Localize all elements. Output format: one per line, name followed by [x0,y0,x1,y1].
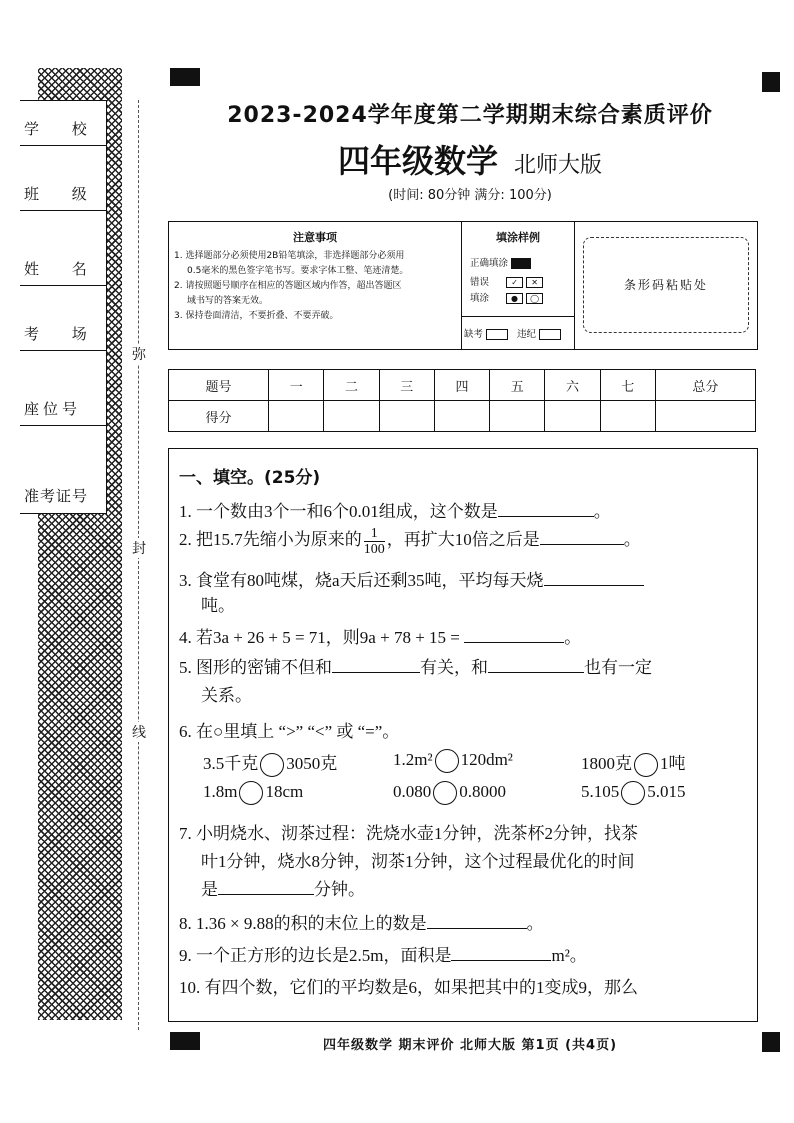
notice-line-2: 0.5毫米的黑色签字笔书写。要求字体工整、笔迹清楚。 [187,266,409,276]
score-cell[interactable] [324,401,379,432]
score-col-7: 七 [600,370,655,401]
score-cell[interactable] [545,401,600,432]
question-section-box [168,448,758,1022]
cross-mark-icon: ✕ [526,277,543,288]
answer-blank-q2[interactable] [540,530,624,545]
answer-blank-q9[interactable] [451,946,551,961]
seal-word-3: 线 [132,722,146,742]
score-cell[interactable] [269,401,324,432]
score-cell[interactable] [600,401,655,432]
check-mark-icon: ✓ [506,277,523,288]
subject-title [150,136,790,182]
subject-name: 四年级数学 [337,142,498,180]
question-8: 8. 1.36 × 9.88的积的末位上的数是 。 [179,914,544,933]
question-3: 3. 食堂有80吨煤，烧a天后还剩35吨，平均每天烧 [179,566,644,591]
seal-word-2: 封 [132,538,146,558]
score-col-2: 二 [324,370,379,401]
answer-blank-q1[interactable] [498,502,594,517]
question-7-cont-1: 叶1分钟，烧水8分钟，沏茶1分钟，这个过程最优化的时间 [201,852,635,871]
wrong-fill-1: 错误 ✓ ✕ [470,274,543,288]
question-10: 10. 有四个数，它们的平均数是6，如果把其中的1变成9，那么 [179,978,638,997]
field-school[interactable]: 学 校 [20,101,106,146]
compare-item-4: 1.8m 18cm [203,781,303,805]
answer-blank-q5b[interactable] [488,658,584,673]
notice-heading: 注意事项 [293,231,337,244]
score-col-label: 题号 [169,370,269,401]
answer-blank-q4[interactable] [464,628,564,643]
empty-circle-icon: ◯ [526,293,543,304]
compare-item-5: 0.080 0.8000 [393,781,506,805]
score-cell[interactable] [434,401,489,432]
question-4: 4. 若3a + 26 + 5 = 71，则9a + 78 + 15 = 。 [179,628,582,647]
page-footer: 四年级数学 期末评价 北师大版 第1页 (共4页) [322,1038,618,1053]
score-value-row [169,401,756,432]
score-header-row [169,370,756,401]
fill-heading: 填涂样例 [496,231,540,244]
field-exam-id[interactable]: 准考证号 [20,426,106,512]
notice-box [168,221,758,350]
answer-blank-q8[interactable] [427,914,527,929]
compare-item-2: 1.2m² 120dm² [393,749,513,773]
field-seat-number[interactable]: 座位号 [20,351,106,426]
notice-items [169,222,462,349]
field-exam-room[interactable]: 考 场 [20,286,106,351]
question-5: 5. 图形的密铺不但和 有关，和 也有一定 [179,658,652,677]
absent-violation-row: 缺考 违纪 [464,326,561,340]
score-col-3: 三 [379,370,434,401]
score-cell[interactable] [490,401,545,432]
score-cell[interactable] [655,401,755,432]
filled-dot-icon: ● [506,293,523,304]
compare-item-1: 3.5千克 3050克 [203,749,337,777]
question-7-cont-2: 是 分钟。 [201,880,365,899]
barcode-placeholder: 条形码粘贴处 [583,237,749,333]
seal-word-1: 弥 [132,344,146,364]
compare-circle[interactable] [621,781,645,805]
notice-line-5: 3. 保持卷面清洁，不要折叠、不要弄破。 [174,311,339,321]
score-col-total: 总分 [655,370,755,401]
question-2: 2. 把15.7先缩小为原来的 $\frac{1}{100}$ ，再扩大10倍之后是 。 [179,525,641,557]
absent-box[interactable] [486,329,508,340]
exam-title: 2023-2024学年度第二学期期末综合素质评价 [227,103,713,128]
compare-circle[interactable] [435,749,459,773]
section-title: 一、填空。(25分) [179,468,321,488]
answer-blank-q7[interactable] [218,880,314,895]
wrong-fill-2: 填涂 ● ◯ [470,290,543,304]
answer-blank-q5a[interactable] [332,658,420,673]
barcode-area [575,222,757,349]
registration-mark-top-left [170,68,200,86]
time-info: (时间: 80分钟 满分: 100分) [388,188,552,203]
correct-fill: 正确填涂 [470,255,531,269]
score-cell[interactable] [379,401,434,432]
score-col-5: 五 [490,370,545,401]
violation-box[interactable] [539,329,561,340]
notice-line-3: 2. 请按照题号顺序在相应的答题区域内作答，超出答题区 [174,281,402,291]
score-col-6: 六 [545,370,600,401]
question-6: 6. 在○里填上 “>” “<” 或 “=”。 [179,722,400,741]
notice-line-1: 1. 选择题部分必须使用2B铅笔填涂，非选择题部分必须用 [174,251,405,261]
question-9: 9. 一个正方形的边长是2.5m，面积是 m²。 [179,946,587,965]
question-7: 7. 小明烧水、沏茶过程：洗烧水壶1分钟，洗茶杯2分钟，找茶 [179,824,638,843]
registration-mark-top-right [762,72,780,92]
compare-item-3: 1800克 1吨 [581,749,686,777]
score-col-4: 四 [434,370,489,401]
edition-name: 北师大版 [514,153,603,178]
seal-line [138,100,139,1030]
question-1: 1. 一个数由3个一和6个0.01组成，这个数是 。 [179,502,611,521]
compare-circle[interactable] [433,781,457,805]
compare-item-6: 5.105 5.015 [581,781,686,805]
field-name[interactable]: 姓 名 [20,211,106,286]
field-class[interactable]: 班 级 [20,146,106,211]
question-3-cont: 吨。 [201,596,235,615]
compare-circle[interactable] [239,781,263,805]
compare-circle[interactable] [260,753,284,777]
question-5-cont: 关系。 [201,686,252,705]
answer-blank-q3[interactable] [544,571,644,586]
score-col-1: 一 [269,370,324,401]
compare-circle[interactable] [634,753,658,777]
score-table [168,369,756,432]
correct-fill-sample [511,258,531,269]
notice-line-4: 域书写的答案无效。 [187,296,269,306]
student-info-box [20,100,107,514]
fraction: $\frac{1}{100}$ [363,525,385,557]
score-row-label: 得分 [169,401,269,432]
fill-example [462,222,575,349]
